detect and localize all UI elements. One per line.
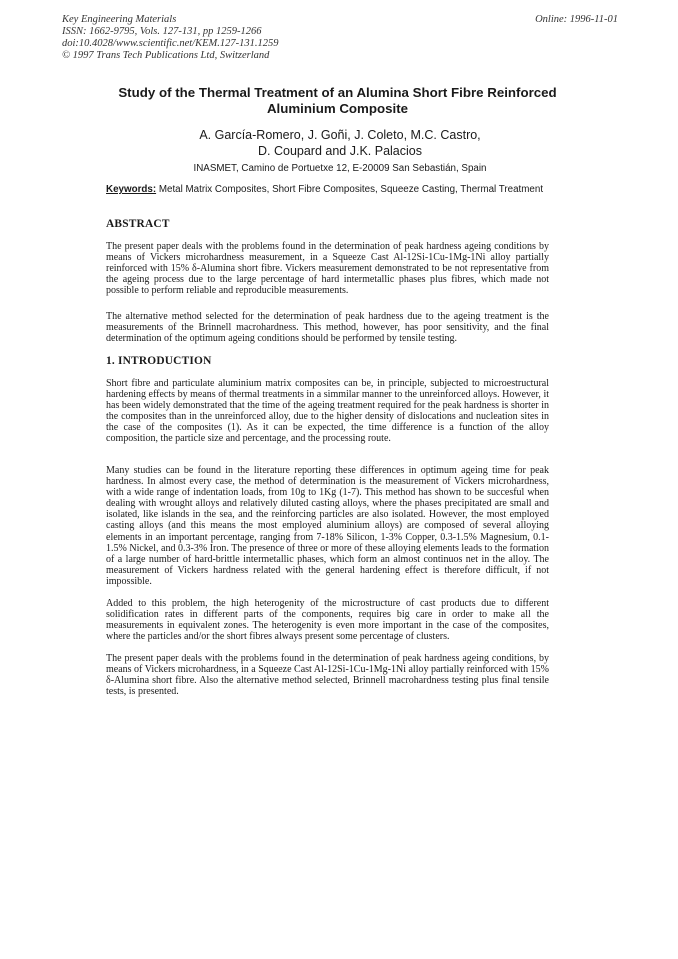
author-list <box>120 127 560 159</box>
introduction-paragraph-3: Added to this problem, the high heterogenity of the microstructure of cast products due to different solidification rates in different parts of the components, requires big care in order to make all the measurements in equivalent zones. The heterogenity is even more important in the case of the composites, where the particles and/or the short fibres always present some percentage of clusters. <box>106 598 549 643</box>
online-date: Online: 1996-11-01 <box>535 14 618 25</box>
paper-title: Study of the Thermal Treatment of an Alumina Short Fibre Reinforced Aluminium Composite <box>118 85 557 116</box>
copyright-line: © 1997 Trans Tech Publications Ltd, Switzerland <box>62 50 270 61</box>
issn-line: ISSN: 1662-9795, Vols. 127-131, pp 1259-1266 <box>62 26 262 37</box>
introduction-heading: 1. INTRODUCTION <box>106 355 212 367</box>
authors-line-2: D. Coupard and J.K. Palacios <box>258 144 422 158</box>
affiliation: INASMET, Camino de Portuetxe 12, E-20009 San Sebastián, Spain <box>193 163 487 174</box>
journal-name: Key Engineering Materials <box>62 14 177 25</box>
publication-info <box>62 14 362 62</box>
abstract-paragraph-1: The present paper deals with the problems found in the determination of peak hardness ageing conditions by means of Vickers microhardness measurement, in a Squeeze Cast Al-12Si-1Cu-1Mg-1Ni alloy partially reinforced with 15% δ-Alumina short fibre. Vickers measurement demonstrated to be not representative from the ageing process due to the large percentage of hard intermetallic phases plus fibres, which made not possible to perform reliable and reproducible measurements. <box>106 241 549 297</box>
introduction-paragraph-1: Short fibre and particulate aluminium matrix composites can be, in principle, subjected to microestructural hardening effects by means of thermal treatments in a simmilar manner to the unreinforced alloys. However, it has been widely demonstrated that the time of the ageing treatment required for the peak hardness is shorter in the composites than in the unreinforced alloy, due to the higher density of dislocations and nucleation sites in the case of the composites (1). As it can be expected, the time difference is a function of the alloy composition, the particle size and percentage, and the processing route. <box>106 378 549 445</box>
introduction-paragraph-2: Many studies can be found in the literature reporting these differences in optimum ageing time for peak hardness. In almost every case, the method of determination is the measurement of Vickers microhardness, with a wide range of indentation loads, from 10g to 1Kg (1-7). This method has shown to be succesful when dealing with wrought alloys and relatively diluted casting alloys, where the phases precipitated are small and isolated, like islands in the sea, and the reinforcing particles are also isolated. However, the most employed casting alloys (and this means the most employed aluminium alloys) are composed of several alloying elements in an important percentage, ranging from 7-18% Silicon, 1-3% Copper, 0.3-1.5% Magnesium, 0.1-1.5% Nickel, and 0.3-3% Iron. The presence of three or more of these alloying elements leads to the formation of a large number of hard-brittle intermetallic phases, which form an almost continuos net in the alloy. The measurement of Vickers hardness related with the general hardening effect is therefore difficult, if not impossible. <box>106 465 549 587</box>
doi-line: doi:10.4028/www.scientific.net/KEM.127-131.1259 <box>62 38 279 49</box>
keywords <box>106 184 549 197</box>
introduction-paragraph-4: The present paper deals with the problems found in the determination of peak hardness ageing conditions, by means of Vickers microhardness, in a Squeeze Cast Al-12Si-1Cu-1Mg-1Ni alloy partially reinforced with 15% δ-Alumina short fibre. Also the alternative method selected, Brinnell macrohardness testing plus final tensile tests, is presented. <box>106 653 549 698</box>
keywords-text: Metal Matrix Composites, Short Fibre Composites, Squeeze Casting, Thermal Treatment <box>158 184 544 195</box>
keywords-label: Keywords: <box>106 184 157 195</box>
abstract-paragraph-2: The alternative method selected for the determination of peak hardness due to the ageing treatment is the measurements of the Brinnell macrohardness. This method, however, has poor sensitivity, and the final determination of the optimum ageing conditions should be performed by tensile testing. <box>106 311 549 345</box>
authors-line-1: A. García-Romero, J. Goñi, J. Coleto, M.C. Castro, <box>199 128 481 142</box>
abstract-heading: ABSTRACT <box>106 218 170 230</box>
